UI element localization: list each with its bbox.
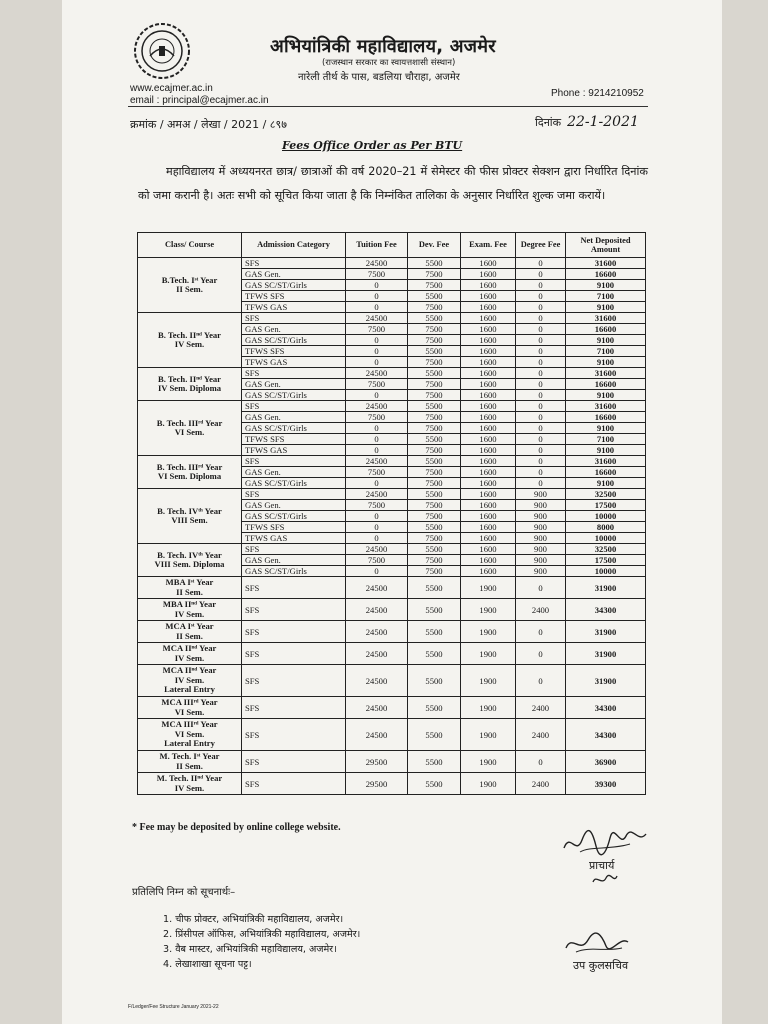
tuition-fee-cell: 24500 bbox=[346, 489, 408, 500]
degree-fee-cell: 0 bbox=[516, 423, 566, 434]
college-subtitle: (राजस्थान सरकार का स्वायत्तशासी संस्थान) bbox=[322, 58, 456, 68]
phone-number: Phone : 9214210952 bbox=[551, 88, 644, 99]
dev-fee-cell: 5500 bbox=[408, 643, 461, 665]
exam-fee-cell: 1600 bbox=[461, 368, 516, 379]
admission-category-cell: GAS Gen. bbox=[242, 467, 346, 478]
date-value: 22-1-2021 bbox=[567, 114, 639, 130]
admission-category-cell: SFS bbox=[242, 313, 346, 324]
dev-fee-cell: 5500 bbox=[408, 401, 461, 412]
column-header: Class/ Course bbox=[138, 233, 242, 258]
column-header: Degree Fee bbox=[516, 233, 566, 258]
table-row bbox=[138, 577, 646, 599]
admission-category-cell: GAS Gen. bbox=[242, 500, 346, 511]
fee-table-header bbox=[138, 233, 646, 258]
table-row bbox=[138, 456, 646, 467]
degree-fee-cell: 0 bbox=[516, 478, 566, 489]
exam-fee-cell: 1600 bbox=[461, 456, 516, 467]
dev-fee-cell: 7500 bbox=[408, 555, 461, 566]
tuition-fee-cell: 24500 bbox=[346, 643, 408, 665]
class-course-cell: B. Tech. IIIʳᵈ Year VI Sem. Diploma bbox=[138, 456, 242, 489]
net-amount-cell: 31600 bbox=[566, 313, 646, 324]
admission-category-cell: SFS bbox=[242, 719, 346, 751]
table-row bbox=[138, 313, 646, 324]
exam-fee-cell: 1600 bbox=[461, 533, 516, 544]
admission-category-cell: SFS bbox=[242, 773, 346, 795]
net-amount-cell: 31900 bbox=[566, 621, 646, 643]
website-link[interactable]: www.ecajmer.ac.in bbox=[130, 83, 213, 94]
degree-fee-cell: 0 bbox=[516, 665, 566, 697]
exam-fee-cell: 1600 bbox=[461, 478, 516, 489]
degree-fee-cell: 0 bbox=[516, 313, 566, 324]
degree-fee-cell: 0 bbox=[516, 434, 566, 445]
admission-category-cell: GAS Gen. bbox=[242, 324, 346, 335]
class-course-cell: MBA Iˢᵗ Year II Sem. bbox=[138, 577, 242, 599]
exam-fee-cell: 1600 bbox=[461, 434, 516, 445]
dev-fee-cell: 7500 bbox=[408, 566, 461, 577]
dev-fee-cell: 5500 bbox=[408, 291, 461, 302]
table-row bbox=[138, 697, 646, 719]
net-amount-cell: 9100 bbox=[566, 423, 646, 434]
degree-fee-cell: 0 bbox=[516, 379, 566, 390]
degree-fee-cell: 900 bbox=[516, 566, 566, 577]
exam-fee-cell: 1600 bbox=[461, 555, 516, 566]
admission-category-cell: GAS SC/ST/Girls bbox=[242, 566, 346, 577]
tuition-fee-cell: 7500 bbox=[346, 467, 408, 478]
degree-fee-cell: 900 bbox=[516, 544, 566, 555]
reference-number: क्रमांक / अमअ / लेखा / 2021 / ८९७ bbox=[130, 118, 287, 131]
degree-fee-cell: 0 bbox=[516, 291, 566, 302]
net-amount-cell: 31900 bbox=[566, 643, 646, 665]
admission-category-cell: GAS SC/ST/Girls bbox=[242, 423, 346, 434]
dev-fee-cell: 5500 bbox=[408, 313, 461, 324]
dev-fee-cell: 7500 bbox=[408, 500, 461, 511]
net-amount-cell: 34300 bbox=[566, 719, 646, 751]
tuition-fee-cell: 0 bbox=[346, 302, 408, 313]
degree-fee-cell: 2400 bbox=[516, 773, 566, 795]
degree-fee-cell: 0 bbox=[516, 269, 566, 280]
net-amount-cell: 17500 bbox=[566, 555, 646, 566]
column-header: Tuition Fee bbox=[346, 233, 408, 258]
principal-signature-icon bbox=[560, 826, 650, 860]
copy-to-heading: प्रतिलिपि निम्न को सूचनार्थः– bbox=[132, 887, 236, 898]
tuition-fee-cell: 0 bbox=[346, 533, 408, 544]
net-amount-cell: 16600 bbox=[566, 467, 646, 478]
tuition-fee-cell: 0 bbox=[346, 511, 408, 522]
exam-fee-cell: 1600 bbox=[461, 357, 516, 368]
exam-fee-cell: 1600 bbox=[461, 291, 516, 302]
admission-category-cell: GAS Gen. bbox=[242, 269, 346, 280]
degree-fee-cell: 0 bbox=[516, 390, 566, 401]
fee-table bbox=[137, 232, 646, 795]
net-amount-cell: 9100 bbox=[566, 302, 646, 313]
exam-fee-cell: 1900 bbox=[461, 719, 516, 751]
exam-fee-cell: 1600 bbox=[461, 489, 516, 500]
exam-fee-cell: 1600 bbox=[461, 335, 516, 346]
dev-fee-cell: 5500 bbox=[408, 258, 461, 269]
exam-fee-cell: 1600 bbox=[461, 324, 516, 335]
table-row bbox=[138, 719, 646, 751]
class-course-cell: MCA IIⁿᵈ Year IV Sem. bbox=[138, 643, 242, 665]
tuition-fee-cell: 0 bbox=[346, 423, 408, 434]
dev-fee-cell: 5500 bbox=[408, 368, 461, 379]
degree-fee-cell: 0 bbox=[516, 368, 566, 379]
tuition-fee-cell: 24500 bbox=[346, 719, 408, 751]
exam-fee-cell: 1600 bbox=[461, 412, 516, 423]
header-divider bbox=[128, 106, 648, 107]
net-amount-cell: 10000 bbox=[566, 566, 646, 577]
tuition-fee-cell: 24500 bbox=[346, 665, 408, 697]
degree-fee-cell: 2400 bbox=[516, 697, 566, 719]
dev-fee-cell: 5500 bbox=[408, 665, 461, 697]
dev-fee-cell: 5500 bbox=[408, 577, 461, 599]
column-header: Exam. Fee bbox=[461, 233, 516, 258]
copy-to-list bbox=[163, 912, 360, 972]
table-row bbox=[138, 773, 646, 795]
tuition-fee-cell: 29500 bbox=[346, 751, 408, 773]
net-amount-cell: 9100 bbox=[566, 390, 646, 401]
degree-fee-cell: 0 bbox=[516, 401, 566, 412]
dev-fee-cell: 7500 bbox=[408, 390, 461, 401]
class-course-cell: MCA Iˢᵗ Year II Sem. bbox=[138, 621, 242, 643]
admission-category-cell: TFWS SFS bbox=[242, 291, 346, 302]
registrar-signature-icon bbox=[562, 930, 632, 958]
dev-fee-cell: 7500 bbox=[408, 423, 461, 434]
admission-category-cell: TFWS GAS bbox=[242, 533, 346, 544]
class-course-cell: MCA IIⁿᵈ Year IV Sem. Lateral Entry bbox=[138, 665, 242, 697]
list-item: 1. चीफ प्रोक्टर, अभियांत्रिकी महाविद्यालय, अजमेर। bbox=[163, 914, 344, 925]
admission-category-cell: SFS bbox=[242, 665, 346, 697]
tuition-fee-cell: 7500 bbox=[346, 269, 408, 280]
degree-fee-cell: 0 bbox=[516, 621, 566, 643]
net-amount-cell: 16600 bbox=[566, 269, 646, 280]
admission-category-cell: GAS Gen. bbox=[242, 412, 346, 423]
admission-category-cell: SFS bbox=[242, 621, 346, 643]
dev-fee-cell: 5500 bbox=[408, 599, 461, 621]
admission-category-cell: SFS bbox=[242, 599, 346, 621]
admission-category-cell: GAS Gen. bbox=[242, 379, 346, 390]
order-title: Fees Office Order as Per BTU bbox=[282, 139, 463, 152]
exam-fee-cell: 1600 bbox=[461, 390, 516, 401]
net-amount-cell: 9100 bbox=[566, 280, 646, 291]
exam-fee-cell: 1900 bbox=[461, 577, 516, 599]
dev-fee-cell: 7500 bbox=[408, 280, 461, 291]
admission-category-cell: GAS SC/ST/Girls bbox=[242, 478, 346, 489]
admission-category-cell: SFS bbox=[242, 368, 346, 379]
net-amount-cell: 10000 bbox=[566, 533, 646, 544]
dev-fee-cell: 7500 bbox=[408, 511, 461, 522]
tuition-fee-cell: 24500 bbox=[346, 456, 408, 467]
exam-fee-cell: 1600 bbox=[461, 423, 516, 434]
net-amount-cell: 34300 bbox=[566, 599, 646, 621]
degree-fee-cell: 0 bbox=[516, 456, 566, 467]
dev-fee-cell: 5500 bbox=[408, 522, 461, 533]
degree-fee-cell: 2400 bbox=[516, 599, 566, 621]
degree-fee-cell: 0 bbox=[516, 324, 566, 335]
degree-fee-cell: 0 bbox=[516, 346, 566, 357]
dev-fee-cell: 7500 bbox=[408, 335, 461, 346]
order-date bbox=[535, 114, 639, 130]
class-course-cell: B. Tech. IVᵗʰ Year VIII Sem. Diploma bbox=[138, 544, 242, 577]
dev-fee-cell: 5500 bbox=[408, 346, 461, 357]
admission-category-cell: SFS bbox=[242, 489, 346, 500]
tuition-fee-cell: 24500 bbox=[346, 621, 408, 643]
class-course-cell: B. Tech. IIⁿᵈ Year IV Sem. bbox=[138, 313, 242, 368]
list-item: 2. प्रिंसीपल ऑफिस, अभियांत्रिकी महाविद्यालय, अजमेर। bbox=[163, 929, 361, 940]
exam-fee-cell: 1900 bbox=[461, 621, 516, 643]
tuition-fee-cell: 24500 bbox=[346, 697, 408, 719]
net-amount-cell: 31600 bbox=[566, 401, 646, 412]
dev-fee-cell: 5500 bbox=[408, 697, 461, 719]
exam-fee-cell: 1600 bbox=[461, 269, 516, 280]
class-course-cell: B. Tech. IIIʳᵈ Year VI Sem. bbox=[138, 401, 242, 456]
date-label: दिनांक bbox=[535, 116, 562, 129]
table-row bbox=[138, 599, 646, 621]
net-amount-cell: 10000 bbox=[566, 511, 646, 522]
exam-fee-cell: 1600 bbox=[461, 302, 516, 313]
exam-fee-cell: 1900 bbox=[461, 697, 516, 719]
exam-fee-cell: 1600 bbox=[461, 566, 516, 577]
degree-fee-cell: 900 bbox=[516, 555, 566, 566]
class-course-cell: B.Tech. Iˢᵗ Year II Sem. bbox=[138, 258, 242, 313]
footer-path: F/Ledger/Fee Structure January 2021-22 bbox=[128, 1004, 219, 1010]
net-amount-cell: 36900 bbox=[566, 751, 646, 773]
degree-fee-cell: 900 bbox=[516, 511, 566, 522]
degree-fee-cell: 0 bbox=[516, 467, 566, 478]
degree-fee-cell: 0 bbox=[516, 335, 566, 346]
tuition-fee-cell: 0 bbox=[346, 346, 408, 357]
degree-fee-cell: 900 bbox=[516, 522, 566, 533]
admission-category-cell: TFWS GAS bbox=[242, 357, 346, 368]
net-amount-cell: 31600 bbox=[566, 368, 646, 379]
admission-category-cell: GAS SC/ST/Girls bbox=[242, 280, 346, 291]
table-row bbox=[138, 643, 646, 665]
tuition-fee-cell: 24500 bbox=[346, 313, 408, 324]
dev-fee-cell: 5500 bbox=[408, 719, 461, 751]
admission-category-cell: GAS SC/ST/Girls bbox=[242, 511, 346, 522]
net-amount-cell: 7100 bbox=[566, 346, 646, 357]
order-paragraph: महाविद्यालय में अध्ययनरत छात्र/ छात्राओं की वर्ष 2020–21 में सेमेस्टर की फीस प्रोक्टर सेक्शन द्वारा निर्धारित दिनांक को जमा करानी है। अतः सभी को सूचित किया जाता है कि निम्नंकित तालिका के अनुसार निर्धारित शुल्क जमा करायें। bbox=[138, 165, 648, 202]
exam-fee-cell: 1600 bbox=[461, 544, 516, 555]
column-header: Net Deposited Amount bbox=[566, 233, 646, 258]
net-amount-cell: 7100 bbox=[566, 434, 646, 445]
tuition-fee-cell: 7500 bbox=[346, 324, 408, 335]
college-address: नारेली तीर्थ के पास, बडलिया चौराहा, अजमेर bbox=[298, 72, 460, 83]
tuition-fee-cell: 24500 bbox=[346, 258, 408, 269]
tuition-fee-cell: 0 bbox=[346, 434, 408, 445]
net-amount-cell: 9100 bbox=[566, 445, 646, 456]
admission-category-cell: GAS SC/ST/Girls bbox=[242, 390, 346, 401]
admission-category-cell: SFS bbox=[242, 544, 346, 555]
table-row bbox=[138, 544, 646, 555]
net-amount-cell: 9100 bbox=[566, 357, 646, 368]
net-amount-cell: 34300 bbox=[566, 697, 646, 719]
net-amount-cell: 16600 bbox=[566, 379, 646, 390]
class-course-cell: M. Tech. Iˢᵗ Year II Sem. bbox=[138, 751, 242, 773]
admission-category-cell: TFWS GAS bbox=[242, 302, 346, 313]
admission-category-cell: SFS bbox=[242, 456, 346, 467]
table-row bbox=[138, 489, 646, 500]
dev-fee-cell: 5500 bbox=[408, 773, 461, 795]
exam-fee-cell: 1600 bbox=[461, 467, 516, 478]
exam-fee-cell: 1600 bbox=[461, 522, 516, 533]
exam-fee-cell: 1600 bbox=[461, 500, 516, 511]
table-row bbox=[138, 258, 646, 269]
admission-category-cell: GAS SC/ST/Girls bbox=[242, 335, 346, 346]
net-amount-cell: 32500 bbox=[566, 544, 646, 555]
tuition-fee-cell: 0 bbox=[346, 522, 408, 533]
tuition-fee-cell: 0 bbox=[346, 445, 408, 456]
dev-fee-cell: 7500 bbox=[408, 379, 461, 390]
dev-fee-cell: 7500 bbox=[408, 445, 461, 456]
net-amount-cell: 31600 bbox=[566, 258, 646, 269]
tuition-fee-cell: 24500 bbox=[346, 599, 408, 621]
exam-fee-cell: 1900 bbox=[461, 599, 516, 621]
class-course-cell: M. Tech. IIⁿᵈ Year IV Sem. bbox=[138, 773, 242, 795]
tuition-fee-cell: 7500 bbox=[346, 412, 408, 423]
degree-fee-cell: 0 bbox=[516, 445, 566, 456]
exam-fee-cell: 1600 bbox=[461, 346, 516, 357]
college-logo-icon bbox=[133, 22, 191, 80]
degree-fee-cell: 0 bbox=[516, 357, 566, 368]
degree-fee-cell: 0 bbox=[516, 643, 566, 665]
tuition-fee-cell: 0 bbox=[346, 390, 408, 401]
class-course-cell: B. Tech. IIⁿᵈ Year IV Sem. Diploma bbox=[138, 368, 242, 401]
dev-fee-cell: 5500 bbox=[408, 489, 461, 500]
table-row bbox=[138, 621, 646, 643]
net-amount-cell: 17500 bbox=[566, 500, 646, 511]
dev-fee-cell: 5500 bbox=[408, 434, 461, 445]
net-amount-cell: 9100 bbox=[566, 335, 646, 346]
tuition-fee-cell: 24500 bbox=[346, 544, 408, 555]
class-course-cell: MBA IIⁿᵈ Year IV Sem. bbox=[138, 599, 242, 621]
exam-fee-cell: 1600 bbox=[461, 280, 516, 291]
tuition-fee-cell: 7500 bbox=[346, 500, 408, 511]
column-header: Admission Category bbox=[242, 233, 346, 258]
exam-fee-cell: 1600 bbox=[461, 258, 516, 269]
list-item: 4. लेखाशाखा सूचना पट्ट। bbox=[163, 959, 252, 970]
exam-fee-cell: 1600 bbox=[461, 379, 516, 390]
admission-category-cell: SFS bbox=[242, 258, 346, 269]
net-amount-cell: 7100 bbox=[566, 291, 646, 302]
dev-fee-cell: 7500 bbox=[408, 478, 461, 489]
net-amount-cell: 16600 bbox=[566, 324, 646, 335]
admission-category-cell: TFWS GAS bbox=[242, 445, 346, 456]
dev-fee-cell: 7500 bbox=[408, 533, 461, 544]
dev-fee-cell: 5500 bbox=[408, 544, 461, 555]
college-name: अभियांत्रिकी महाविद्यालय, अजमेर bbox=[270, 36, 496, 57]
dev-fee-cell: 7500 bbox=[408, 302, 461, 313]
degree-fee-cell: 0 bbox=[516, 258, 566, 269]
exam-fee-cell: 1900 bbox=[461, 773, 516, 795]
degree-fee-cell: 2400 bbox=[516, 719, 566, 751]
dev-fee-cell: 7500 bbox=[408, 357, 461, 368]
admission-category-cell: GAS Gen. bbox=[242, 555, 346, 566]
exam-fee-cell: 1900 bbox=[461, 665, 516, 697]
tuition-fee-cell: 29500 bbox=[346, 773, 408, 795]
tuition-fee-cell: 0 bbox=[346, 478, 408, 489]
exam-fee-cell: 1600 bbox=[461, 401, 516, 412]
email-link[interactable]: email : principal@ecajmer.ac.in bbox=[130, 95, 269, 106]
tuition-fee-cell: 0 bbox=[346, 280, 408, 291]
admission-category-cell: TFWS SFS bbox=[242, 434, 346, 445]
degree-fee-cell: 900 bbox=[516, 500, 566, 511]
dev-fee-cell: 7500 bbox=[408, 467, 461, 478]
table-row bbox=[138, 751, 646, 773]
exam-fee-cell: 1900 bbox=[461, 643, 516, 665]
net-amount-cell: 39300 bbox=[566, 773, 646, 795]
exam-fee-cell: 1900 bbox=[461, 751, 516, 773]
net-amount-cell: 9100 bbox=[566, 478, 646, 489]
admission-category-cell: SFS bbox=[242, 697, 346, 719]
dev-fee-cell: 5500 bbox=[408, 456, 461, 467]
degree-fee-cell: 0 bbox=[516, 412, 566, 423]
degree-fee-cell: 0 bbox=[516, 751, 566, 773]
list-item: 3. वैब मास्टर, अभियांत्रिकी महाविद्यालय, अजमेर। bbox=[163, 944, 337, 955]
exam-fee-cell: 1600 bbox=[461, 445, 516, 456]
payment-note: * Fee may be deposited by online college website. bbox=[132, 822, 341, 833]
dev-fee-cell: 5500 bbox=[408, 621, 461, 643]
dev-fee-cell: 7500 bbox=[408, 269, 461, 280]
net-amount-cell: 16600 bbox=[566, 412, 646, 423]
dev-fee-cell: 7500 bbox=[408, 324, 461, 335]
table-row bbox=[138, 368, 646, 379]
degree-fee-cell: 900 bbox=[516, 489, 566, 500]
degree-fee-cell: 0 bbox=[516, 302, 566, 313]
exam-fee-cell: 1600 bbox=[461, 511, 516, 522]
tuition-fee-cell: 0 bbox=[346, 357, 408, 368]
admission-category-cell: TFWS SFS bbox=[242, 522, 346, 533]
dev-fee-cell: 5500 bbox=[408, 751, 461, 773]
net-amount-cell: 31900 bbox=[566, 577, 646, 599]
degree-fee-cell: 900 bbox=[516, 533, 566, 544]
initials-icon bbox=[590, 872, 620, 888]
tuition-fee-cell: 24500 bbox=[346, 368, 408, 379]
tuition-fee-cell: 0 bbox=[346, 291, 408, 302]
net-amount-cell: 31900 bbox=[566, 665, 646, 697]
net-amount-cell: 32500 bbox=[566, 489, 646, 500]
degree-fee-cell: 0 bbox=[516, 280, 566, 291]
dev-fee-cell: 7500 bbox=[408, 412, 461, 423]
admission-category-cell: TFWS SFS bbox=[242, 346, 346, 357]
table-row bbox=[138, 665, 646, 697]
registrar-title: उप कुलसचिव bbox=[573, 959, 629, 972]
tuition-fee-cell: 24500 bbox=[346, 401, 408, 412]
admission-category-cell: SFS bbox=[242, 643, 346, 665]
class-course-cell: B. Tech. IVᵗʰ Year VIII Sem. bbox=[138, 489, 242, 544]
tuition-fee-cell: 7500 bbox=[346, 379, 408, 390]
admission-category-cell: SFS bbox=[242, 751, 346, 773]
table-row bbox=[138, 401, 646, 412]
column-header: Dev. Fee bbox=[408, 233, 461, 258]
class-course-cell: MCA IIIʳᵈ Year VI Sem. bbox=[138, 697, 242, 719]
exam-fee-cell: 1600 bbox=[461, 313, 516, 324]
tuition-fee-cell: 7500 bbox=[346, 555, 408, 566]
degree-fee-cell: 0 bbox=[516, 577, 566, 599]
tuition-fee-cell: 0 bbox=[346, 566, 408, 577]
tuition-fee-cell: 0 bbox=[346, 335, 408, 346]
net-amount-cell: 8000 bbox=[566, 522, 646, 533]
net-amount-cell: 31600 bbox=[566, 456, 646, 467]
tuition-fee-cell: 24500 bbox=[346, 577, 408, 599]
admission-category-cell: SFS bbox=[242, 577, 346, 599]
admission-category-cell: SFS bbox=[242, 401, 346, 412]
class-course-cell: MCA IIIʳᵈ Year VI Sem. Lateral Entry bbox=[138, 719, 242, 751]
principal-title: प्राचार्य bbox=[589, 859, 615, 872]
